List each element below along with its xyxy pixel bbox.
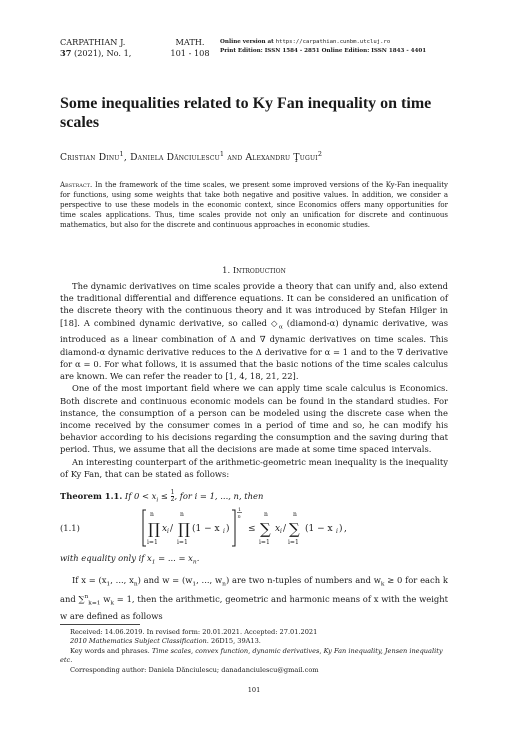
equality-condition: with equality only if $x_1$ = ... = $x_n$.	[60, 553, 200, 566]
svg-text:i=1: i=1	[259, 539, 270, 546]
paragraph: The dynamic derivatives on time scales provide a theory that can unify and, also extend the traditional differential and difference equations. It can be considered an unification of the discrete theory with the continuous theory and it was introduced by Stefan Hilger in [18]. A combined dynamic derivative, so called $◇_\alpha$ (diamond-α) dynamic derivative, was introduced as a linear combination of Δ and ∇ dynamic derivatives on time scales. This diamond-α dynamic derivative reduces to the Δ derivative for α = 1 and to the ∇ derivative for α = 0. For what follows, it is assumed that the basic notions of the time scales calculus are known. We can refer the reader to [1, 4, 18, 21, 22].	[60, 281, 448, 382]
theorem-statement: Theorem 1.1. If $0 < x_i$ ≤ $\frac{1}{2}$ , for i = 1, ..., n, then	[60, 489, 264, 504]
svg-text:1: 1	[238, 507, 242, 513]
svg-text:): )	[339, 524, 343, 534]
svg-text:i=1: i=1	[288, 539, 299, 546]
author-list: Cristian Dinu$^1$, Daniela Dănciulescu$^1$ and Alexandru Ţugui$^2$	[60, 150, 323, 164]
page-range: 101 - 108	[170, 48, 210, 58]
sum-symbol: ∑	[289, 520, 300, 538]
sum-symbol: ∑	[260, 520, 271, 538]
journal-title: CARPATHIAN J.	[60, 37, 126, 47]
svg-text:(1 − x: (1 − x	[305, 524, 333, 534]
online-url-link[interactable]: https://carpathian.cunbm.utcluj.ro	[275, 39, 391, 45]
online-version: Online version at https://carpathian.cunbm.utcluj.ro	[220, 39, 391, 45]
corresponding-author: Corresponding author: Daniela Dănciulescu; danadanciulescu@gmail.com	[70, 665, 319, 674]
equation-1-1	[140, 504, 380, 550]
body-text	[60, 574, 448, 622]
abstract	[60, 180, 448, 230]
product-symbol: ∏	[178, 520, 190, 538]
received-dates: Received: 14.06.2019. In revised form: 20.01.2021. Accepted: 27.01.2021	[70, 628, 318, 636]
journal-math: MATH. 101 - 108	[165, 37, 215, 59]
theorem-label: Theorem 1.1.	[60, 491, 123, 501]
svg-text:n: n	[180, 511, 184, 518]
svg-text:(1 − x: (1 − x	[192, 524, 220, 534]
journal-volume: 37 (2021), No. 1,	[60, 48, 132, 58]
svg-text:i: i	[280, 528, 282, 535]
paper-title: Some inequalities related to Ky Fan inequality on time scales	[60, 95, 432, 131]
page-number: 101	[247, 686, 261, 694]
author-name: Cristian Dinu	[60, 152, 120, 164]
svg-text:i=1: i=1	[177, 539, 188, 546]
footnote-divider	[60, 624, 140, 625]
svg-text:,: ,	[344, 524, 347, 534]
svg-text:n: n	[237, 514, 241, 520]
author-name: Daniela Dănciulescu	[130, 152, 220, 164]
body-text	[60, 280, 448, 480]
abstract-label: Abstract.	[60, 181, 93, 189]
footnotes	[60, 628, 448, 675]
svg-text:i: i	[336, 528, 338, 535]
issn-info: Print Edition: ISSN 1584 - 2851 Online Edition: ISSN 1843 - 4401	[220, 48, 427, 54]
paragraph: If $x = (x_1$, ..., $x_n$) and $w = (w_1$, ..., $w_n$) are two n-tuples of numbers and $w_k \ge 0$ for each k and ∑$^n_{k=1}$ $w_k = 1$, then the arithmetic, geometric and harmonic means of x with the weight w are defined as follows	[60, 575, 448, 621]
svg-text:x: x	[162, 524, 168, 534]
prod-lower-limit: i=1	[147, 539, 158, 546]
product-symbol: ∏	[148, 520, 160, 538]
svg-text:/: /	[283, 524, 287, 534]
paragraph: One of the most important field where we can apply time scale calculus is Economics. Both discrete and continuous economic models can be found in the standard studies. For instance, the consumption of a person can be modeled using the discrete case when the income received by the consumer comes in a period of time and so, he can modify his behavior according to his decisions regarding the consumption and the saving during that period. Thus, we assume that all the decisions are made at some time spaced intervals.	[60, 383, 448, 455]
prod-upper-limit: n	[150, 511, 154, 518]
svg-text:n: n	[264, 511, 268, 518]
journal-name	[60, 37, 131, 59]
svg-text:i: i	[223, 528, 225, 535]
svg-text:x: x	[275, 524, 281, 534]
leq-sign: ≤	[248, 524, 256, 534]
keywords: Key words and phrases. Time scales, convex function, dynamic derivatives, Ky Fan inequality, Jensen inequality etc.	[60, 646, 443, 665]
svg-text:): )	[226, 524, 230, 534]
section-heading: 1. Introduction	[222, 265, 286, 275]
svg-text:/: /	[170, 524, 174, 534]
edition-info	[220, 38, 470, 56]
equation-number: (1.1)	[60, 523, 80, 533]
svg-text:i: i	[167, 528, 169, 535]
abstract-text: In the framework of the time scales, we present some improved versions of the Ky-Fan inequality for functions, using some weights that take both negative and positive values. In addition, we consider a perspective to use these models in the economic context, since Economics offers many opportunities for time scales applications. Thus, time scales provide not only an unification for discrete and continuous mathematics, but also for the discrete and continuous approaches in economic studies.	[60, 181, 448, 229]
paragraph: An interesting counterpart of the arithmetic-geometric mean inequality is the inequality of Ky Fan, that can be stated as follows:	[60, 456, 448, 479]
author-name: Alexandru Ţugui	[245, 152, 318, 164]
msc-classification: 2010 Mathematics Subject Classification. 26D15, 39A13.	[70, 637, 261, 646]
svg-text:n: n	[293, 511, 297, 518]
